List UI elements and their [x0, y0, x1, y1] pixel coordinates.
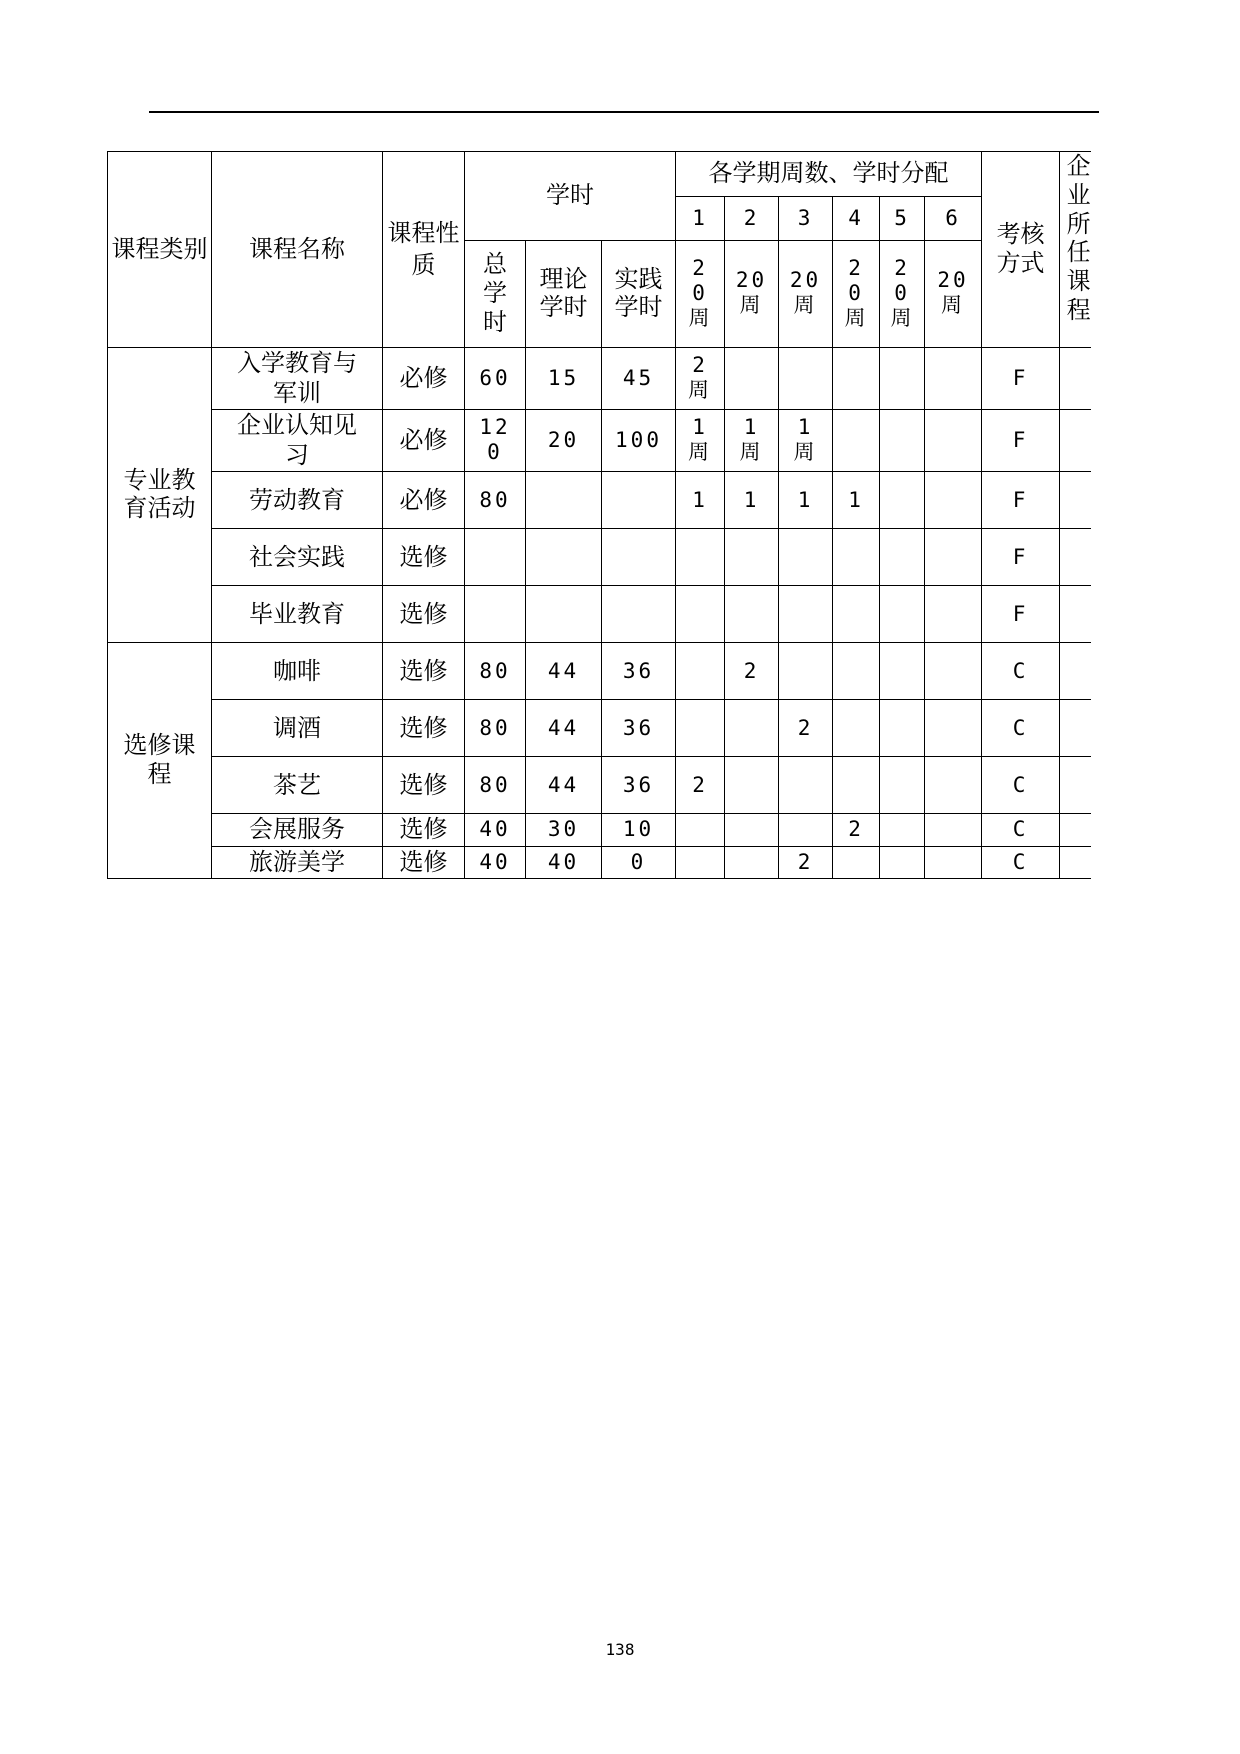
semester-4-cell: 1	[833, 472, 880, 529]
enterprise-cell	[1060, 529, 1091, 586]
semester-5-cell	[880, 757, 925, 814]
semester-3-cell	[779, 814, 833, 846]
header-semester-5: 5	[880, 197, 925, 241]
header-semester-group: 各学期周数、学时分配	[676, 152, 982, 197]
semester-6-cell	[925, 529, 982, 586]
category-cell: 选修课程	[108, 643, 212, 878]
semester-5-cell	[880, 846, 925, 878]
theory-hours-cell	[526, 472, 602, 529]
semester-3-cell: 1	[779, 472, 833, 529]
semester-3-cell: 1周	[779, 410, 833, 472]
semester-2-cell	[725, 700, 779, 757]
practice-hours-cell: 36	[602, 700, 676, 757]
semester-2-cell	[725, 586, 779, 643]
course-name-cell: 咖啡	[212, 643, 383, 700]
course-nature-cell: 选修	[383, 529, 465, 586]
total-hours-cell	[465, 586, 526, 643]
semester-5-cell	[880, 814, 925, 846]
course-name-cell: 旅游美学	[212, 846, 383, 878]
semester-4-cell	[833, 348, 880, 410]
semester-5-cell	[880, 529, 925, 586]
header-semester-1: 1	[676, 197, 725, 241]
header-semester-3: 3	[779, 197, 833, 241]
enterprise-cell	[1060, 700, 1091, 757]
total-hours-cell: 40	[465, 814, 526, 846]
semester-4-cell	[833, 757, 880, 814]
total-hours-cell: 80	[465, 700, 526, 757]
table-row	[108, 814, 1092, 846]
semester-1-cell: 2	[676, 757, 725, 814]
header-semester-weeks-1: 20周	[676, 241, 725, 348]
course-nature-cell: 选修	[383, 846, 465, 878]
header-theory-hours: 理论学时	[526, 241, 602, 348]
semester-4-cell	[833, 410, 880, 472]
practice-hours-cell: 0	[602, 846, 676, 878]
semester-2-cell	[725, 348, 779, 410]
table-row	[108, 846, 1092, 878]
course-name-cell: 劳动教育	[212, 472, 383, 529]
semester-5-cell	[880, 700, 925, 757]
semester-4-cell	[833, 700, 880, 757]
course-name-cell: 毕业教育	[212, 586, 383, 643]
enterprise-cell	[1060, 643, 1091, 700]
total-hours-cell: 80	[465, 643, 526, 700]
course-name-cell: 企业认知见习	[212, 410, 383, 472]
header-hours-group: 学时	[465, 152, 676, 241]
header-semester-weeks-6: 20周	[925, 241, 982, 348]
semester-3-cell	[779, 529, 833, 586]
semester-3-cell	[779, 586, 833, 643]
semester-2-cell: 1	[725, 472, 779, 529]
semester-2-cell	[725, 529, 779, 586]
total-hours-cell: 80	[465, 472, 526, 529]
semester-4-cell	[833, 586, 880, 643]
assessment-cell: C	[982, 814, 1060, 846]
semester-6-cell	[925, 348, 982, 410]
header-assessment: 考核方式	[982, 152, 1060, 348]
header-semester-weeks-3: 20周	[779, 241, 833, 348]
semester-5-cell	[880, 348, 925, 410]
total-hours-cell: 120	[465, 410, 526, 472]
course-nature-cell: 必修	[383, 410, 465, 472]
course-name-cell: 会展服务	[212, 814, 383, 846]
course-nature-cell: 选修	[383, 757, 465, 814]
practice-hours-cell: 100	[602, 410, 676, 472]
total-hours-cell: 40	[465, 846, 526, 878]
semester-3-cell	[779, 643, 833, 700]
semester-5-cell	[880, 586, 925, 643]
assessment-cell: F	[982, 472, 1060, 529]
semester-1-cell: 1周	[676, 410, 725, 472]
table-row	[108, 586, 1092, 643]
semester-6-cell	[925, 472, 982, 529]
assessment-cell: C	[982, 643, 1060, 700]
assessment-cell: C	[982, 700, 1060, 757]
assessment-cell: F	[982, 529, 1060, 586]
semester-4-cell: 2	[833, 814, 880, 846]
semester-4-cell	[833, 846, 880, 878]
total-hours-cell	[465, 529, 526, 586]
table-row	[108, 643, 1092, 700]
enterprise-cell	[1060, 472, 1091, 529]
theory-hours-cell: 15	[526, 348, 602, 410]
total-hours-cell: 80	[465, 757, 526, 814]
header-practice-hours: 实践学时	[602, 241, 676, 348]
semester-6-cell	[925, 410, 982, 472]
practice-hours-cell: 10	[602, 814, 676, 846]
semester-1-cell: 1	[676, 472, 725, 529]
semester-6-cell	[925, 757, 982, 814]
table-row	[108, 529, 1092, 586]
semester-5-cell	[880, 643, 925, 700]
header-semester-6: 6	[925, 197, 982, 241]
course-plan-sheet	[107, 151, 1091, 933]
semester-4-cell	[833, 529, 880, 586]
theory-hours-cell: 44	[526, 643, 602, 700]
semester-6-cell	[925, 643, 982, 700]
semester-6-cell	[925, 586, 982, 643]
header-semester-weeks-2: 20周	[725, 241, 779, 348]
enterprise-cell	[1060, 757, 1091, 814]
table-row	[108, 472, 1092, 529]
assessment-cell: F	[982, 410, 1060, 472]
theory-hours-cell: 44	[526, 757, 602, 814]
semester-1-cell	[676, 529, 725, 586]
enterprise-cell	[1060, 846, 1091, 878]
practice-hours-cell	[602, 586, 676, 643]
course-plan-table	[107, 151, 1091, 879]
semester-3-cell: 2	[779, 700, 833, 757]
header-semester-2: 2	[725, 197, 779, 241]
semester-1-cell	[676, 846, 725, 878]
semester-2-cell	[725, 757, 779, 814]
theory-hours-cell: 44	[526, 700, 602, 757]
semester-3-cell: 2	[779, 846, 833, 878]
table-row	[108, 348, 1092, 410]
semester-3-cell	[779, 757, 833, 814]
enterprise-cell	[1060, 348, 1091, 410]
semester-6-cell	[925, 814, 982, 846]
course-name-cell: 社会实践	[212, 529, 383, 586]
header-semester-4: 4	[833, 197, 880, 241]
enterprise-cell	[1060, 814, 1091, 846]
course-nature-cell: 必修	[383, 348, 465, 410]
table-row	[108, 410, 1092, 472]
semester-5-cell	[880, 410, 925, 472]
header-row-1	[108, 152, 1092, 197]
semester-2-cell: 1周	[725, 410, 779, 472]
table-row	[108, 757, 1092, 814]
enterprise-cell	[1060, 410, 1091, 472]
theory-hours-cell	[526, 586, 602, 643]
header-semester-weeks-4: 20周	[833, 241, 880, 348]
course-name-cell: 入学教育与军训	[212, 348, 383, 410]
course-nature-cell: 选修	[383, 814, 465, 846]
assessment-cell: C	[982, 757, 1060, 814]
theory-hours-cell: 30	[526, 814, 602, 846]
total-hours-cell: 60	[465, 348, 526, 410]
semester-1-cell	[676, 814, 725, 846]
semester-6-cell	[925, 846, 982, 878]
course-nature-cell: 选修	[383, 700, 465, 757]
enterprise-cell	[1060, 586, 1091, 643]
category-cell: 专业教育活动	[108, 348, 212, 643]
header-semester-weeks-5: 20周	[880, 241, 925, 348]
header-course-name: 课程名称	[212, 152, 383, 348]
semester-2-cell	[725, 846, 779, 878]
theory-hours-cell: 20	[526, 410, 602, 472]
semester-5-cell	[880, 472, 925, 529]
practice-hours-cell	[602, 472, 676, 529]
page-number: 138	[605, 1640, 635, 1659]
semester-3-cell	[779, 348, 833, 410]
practice-hours-cell: 36	[602, 643, 676, 700]
header-rule	[149, 111, 1099, 113]
theory-hours-cell: 40	[526, 846, 602, 878]
header-enterprise: 企业所任课程	[1060, 152, 1091, 348]
theory-hours-cell	[526, 529, 602, 586]
semester-1-cell	[676, 586, 725, 643]
header-course-category: 课程类别	[108, 152, 212, 348]
semester-1-cell	[676, 700, 725, 757]
assessment-cell: F	[982, 586, 1060, 643]
table-row	[108, 700, 1092, 757]
semester-2-cell	[725, 814, 779, 846]
header-total-hours: 总学时	[465, 241, 526, 348]
practice-hours-cell: 45	[602, 348, 676, 410]
course-name-cell: 调酒	[212, 700, 383, 757]
semester-1-cell	[676, 643, 725, 700]
course-name-cell: 茶艺	[212, 757, 383, 814]
semester-2-cell: 2	[725, 643, 779, 700]
header-course-nature: 课程性质	[383, 152, 465, 348]
semester-1-cell: 2周	[676, 348, 725, 410]
course-nature-cell: 选修	[383, 586, 465, 643]
course-nature-cell: 选修	[383, 643, 465, 700]
semester-6-cell	[925, 700, 982, 757]
assessment-cell: F	[982, 348, 1060, 410]
assessment-cell: C	[982, 846, 1060, 878]
course-nature-cell: 必修	[383, 472, 465, 529]
practice-hours-cell: 36	[602, 757, 676, 814]
semester-4-cell	[833, 643, 880, 700]
practice-hours-cell	[602, 529, 676, 586]
